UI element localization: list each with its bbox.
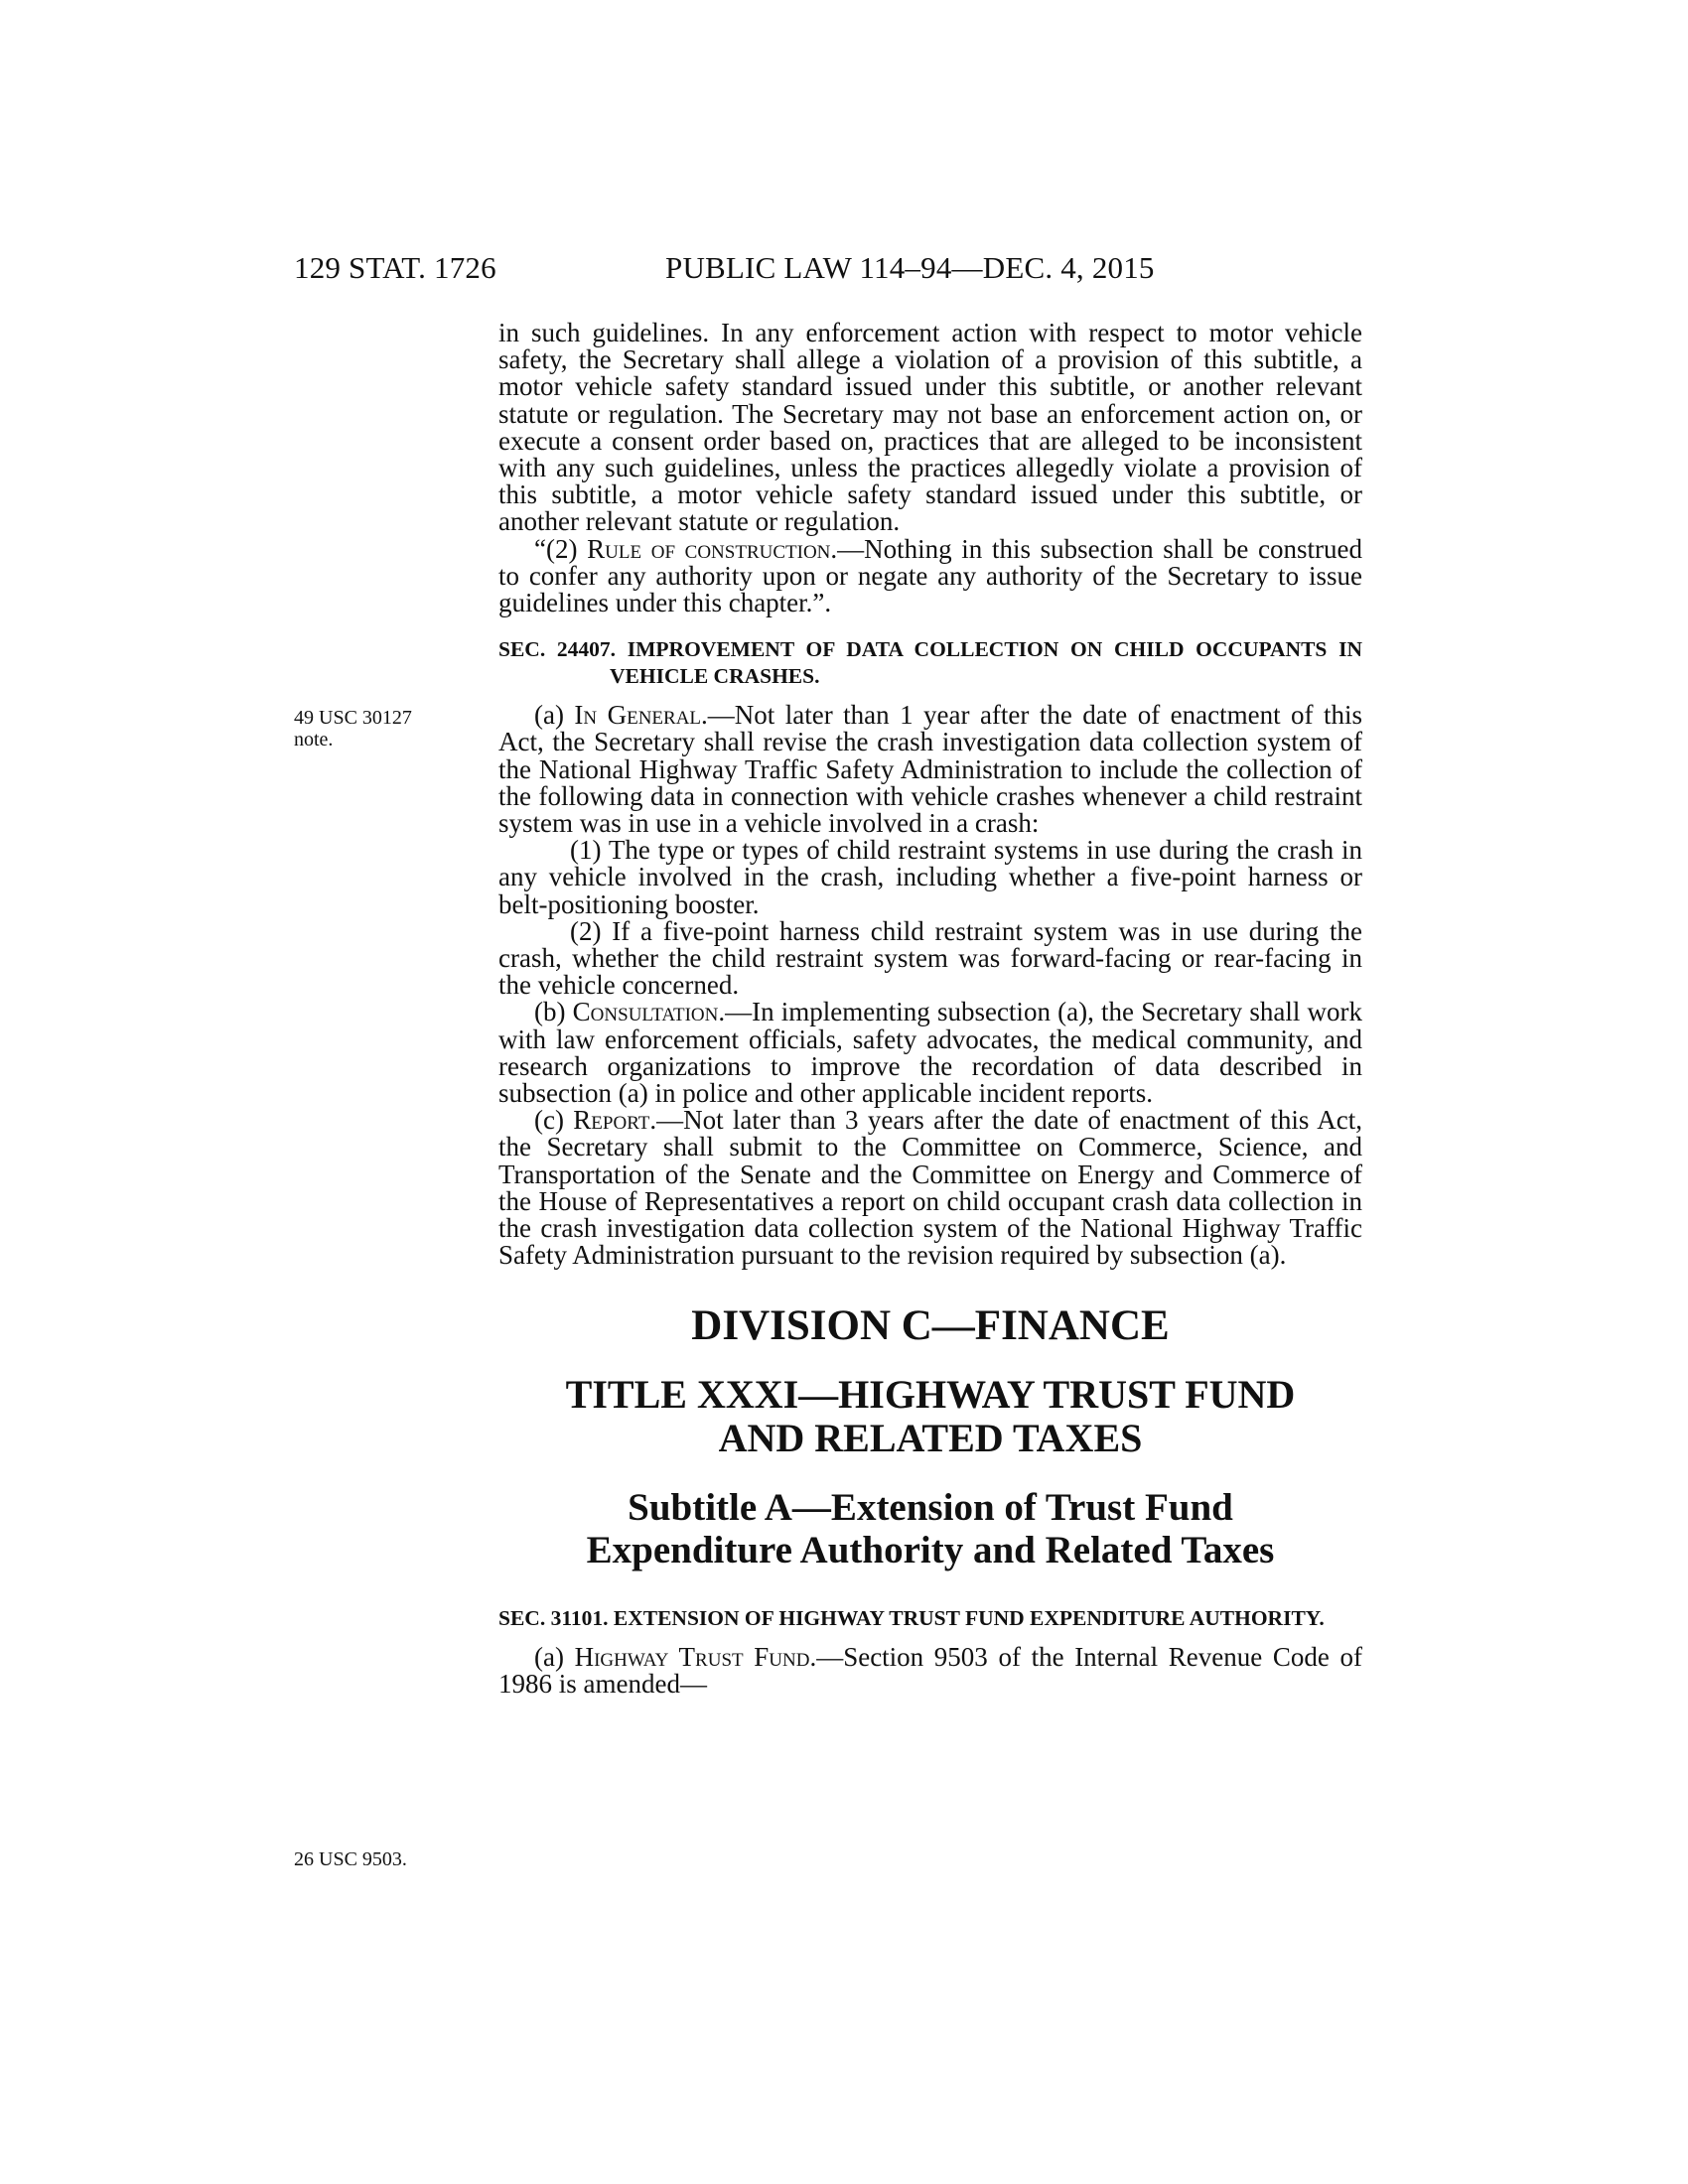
margin-note-9503: 26 USC 9503. bbox=[294, 1848, 407, 1870]
paragraph-rule-of-construction: “(2) Rule of construction.—Nothing in this subsection shall be construed to confer any authority upon or negate any authority of the Secretary to issue guidelines under this chapter.”. bbox=[498, 533, 1362, 618]
subsection-c-report: (c) Report.—Not later than 3 years after the date of enactment of this Act, the Secretary shall submit to the Committee on Commerce, Science, and Transportation of the Senate and the Committee on Energy and Commerce of the House of Representatives a report on child occupant crash data collection in the crash investigation data collection system of the National Highway Traffic Safety Administration pursuant to the revision required by subsection (a). bbox=[498, 1105, 1362, 1271]
main-text-column bbox=[498, 320, 1362, 1698]
page-stat-number: 129 STAT. 1726 bbox=[294, 250, 496, 285]
section-heading-24407: SEC. 24407. IMPROVEMENT OF DATA COLLECTION ON CHILD OCCUPANTS IN VEHICLE CRASHES. bbox=[498, 637, 1362, 689]
title-heading: TITLE XXXI—HIGHWAY TRUST FUND AND RELATED TAXES bbox=[565, 1371, 1296, 1460]
division-title: DIVISION C—FINANCE bbox=[691, 1301, 1170, 1349]
running-header: PUBLIC LAW 114–94—DEC. 4, 2015 bbox=[665, 250, 1155, 285]
subsection-b-consultation: (b) Consultation.—In implementing subsection (a), the Secretary shall work with law enforcement officials, safety advocates, the medical community, and research organizations to improve the recordation of data described in subsection (a) in police and other applicable incident reports. bbox=[498, 997, 1362, 1109]
section-heading-31101: SEC. 31101. EXTENSION OF HIGHWAY TRUST FUND EXPENDITURE AUTHORITY. bbox=[498, 1605, 1325, 1630]
subtitle-heading: Subtitle A—Extension of Trust Fund Expenditure Authority and Related Taxes bbox=[586, 1485, 1275, 1571]
margin-note-24407: 49 USC 30127 note. bbox=[294, 707, 412, 751]
paragraph-item-2: (2) If a five-point harness child restraint system was in use during the crash, whether the child restraint system was forward-facing or rear-facing in the vehicle concerned. bbox=[498, 915, 1362, 1001]
paragraph-guidelines: in such guidelines. In any enforcement action with respect to motor vehicle safety, the Secretary shall allege a violation of a provision of this subtitle, a motor vehicle safety standard issued under this subtitle, or another relevant statute or regulation. The Secretary may not base an enforcement action on, or execute a consent order based on, practices that are alleged to be inconsistent with any such guidelines, unless the practices allegedly violate a provision of this subtitle, a motor vehicle safety standard issued under this subtitle, or another relevant statute or regulation. bbox=[498, 318, 1362, 537]
subsection-a-general: (a) In General.—Not later than 1 year after the date of enactment of this Act, the Secretary shall revise the crash investigation data collection system of the National Highway Traffic Safety Administration to include the collection of the following data in connection with vehicle crashes whenever a child restraint system was in use in a vehicle involved in a crash: bbox=[498, 700, 1362, 839]
subsection-a-highway-trust-fund: (a) Highway Trust Fund.—Section 9503 of the Internal Revenue Code of 1986 is amended— bbox=[498, 1641, 1362, 1699]
paragraph-item-1: (1) The type or types of child restraint systems in use during the crash in any vehicle involved in the crash, including whether a five-point harness or belt-positioning booster. bbox=[498, 835, 1362, 919]
